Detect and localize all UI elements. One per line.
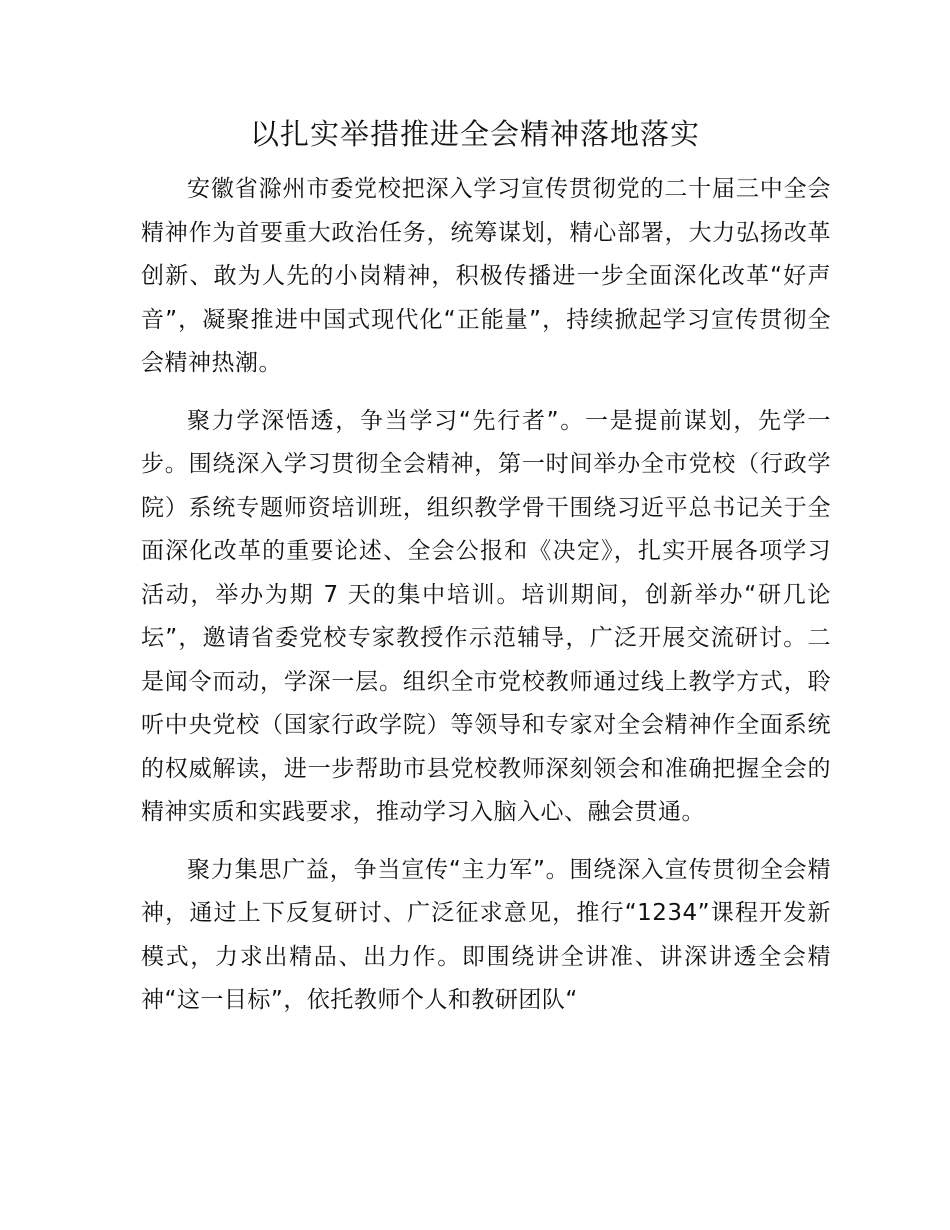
paragraph-intro: 安徽省滁州市委党校把深入学习宣传贯彻党的二十届三中全会精神作为首要重大政治任务，统筹谋划，精心部署，大力弘扬改革创新、敢为人先的小岗精神，积极传播进一步全面深化改革“好声音”，凝聚推进中国式现代化“正能量”，持续掀起学习宣传贯彻全会精神热潮。	[141, 176, 831, 376]
document-body	[141, 168, 831, 1037]
paragraph-publicity: 聚力集思广益，争当宣传“主力军”。围绕深入宣传贯彻全会精神，通过上下反复研讨、广泛征求意见，推行“1234”课程开发新模式，力求出精品、出力作。即围绕讲全讲准、讲深讲透全会精神“这一目标”，依托教师个人和教研团队“	[141, 856, 831, 1013]
document-title: 以扎实举措推进全会精神落地落实	[249, 117, 700, 151]
paragraph-study: 聚力学深悟透，争当学习“先行者”。一是提前谋划，先学一步。围绕深入学习贯彻全会精神，第一时间举办全市党校（行政学院）系统专题师资培训班，组织教学骨干围绕习近平总书记关于全面深化改革的重要论述、全会公报和《决定》，扎实开展各项学习活动，举办为期 7 天的集中培训。培训期间，创新举办“研几论坛”，邀请省委党校专家教授作示范辅导，广泛开展交流研讨。二是闻令而动，学深一层。组织全市党校教师通过线上教学方式，聆听中央党校（国家行政学院）等领导和专家对全会精神作全面系统的权威解读，进一步帮助市县党校教师深刻领会和准确把握全会的精神实质和实践要求，推动学习入脑入心、融会贯通。	[141, 407, 831, 825]
